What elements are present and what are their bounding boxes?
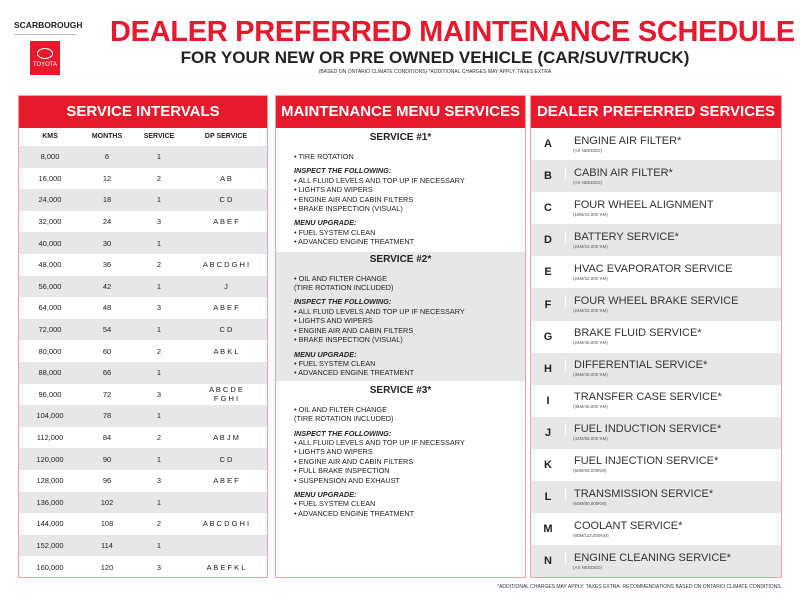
table-cell: A B E F (213, 217, 239, 227)
service-letter: I (546, 394, 550, 407)
service-text (565, 167, 673, 186)
service-text (565, 231, 679, 250)
dp-service-row (531, 545, 781, 577)
table-cell: 2 (156, 346, 162, 356)
dp-service-row (531, 256, 781, 288)
upgrade-item: • ADVANCED ENGINE TREATMENT (294, 237, 415, 247)
table-row (19, 362, 267, 384)
table-cell: 1 (156, 325, 162, 335)
inspect-label: INSPECT THE FOLLOWING: (294, 428, 392, 438)
dp-service-row (531, 160, 781, 192)
maintenance-menu-panel (275, 95, 526, 578)
services-list (276, 130, 525, 521)
service-interval: (36M/48,000 KM) (573, 372, 608, 378)
table-cell: 1 (156, 540, 162, 550)
service-name: DIFFERENTIAL SERVICE* (565, 359, 707, 372)
table-cell: A B C D E F G H I (209, 385, 243, 404)
service-letter: M (543, 523, 553, 536)
table-cell: 24,000 (38, 195, 62, 205)
dp-service-row (531, 449, 781, 481)
table-cell: 84 (102, 433, 112, 443)
service-interval: (24M/32,000 KM) (573, 308, 608, 314)
page-subtitle: FOR YOUR NEW OR PRE OWNED VEHICLE (CAR/SUV/TRUCK) (180, 48, 690, 67)
table-cell: 24 (102, 217, 112, 227)
table-cell: 80,000 (38, 346, 62, 356)
service-text (565, 263, 733, 282)
service-section (294, 383, 525, 521)
panel-title: DEALER PREFERRED SERVICES (531, 96, 781, 128)
table-row (19, 146, 267, 168)
table-cell: 120,000 (36, 454, 64, 464)
inspect-item: • BRAKE INSPECTION (VISUAL) (294, 335, 403, 345)
service-section (276, 252, 525, 381)
service-text (565, 359, 707, 378)
service-interval: (AS NEEDED) (573, 564, 603, 570)
service-name: TRANSFER CASE SERVICE* (565, 391, 722, 404)
table-cell: 64,000 (38, 303, 62, 313)
service-name: FUEL INJECTION SERVICE* (565, 455, 718, 468)
service-letter: D (544, 234, 552, 247)
table-cell: A B C D G H I (202, 519, 250, 529)
upgrade-item: • ADVANCED ENGINE TREATMENT (294, 368, 415, 378)
table-row (19, 168, 267, 190)
dp-service-row (531, 481, 781, 513)
inspect-item: • ALL FLUID LEVELS AND TOP UP IF NECESSARY (294, 175, 465, 185)
table-row (19, 384, 267, 406)
table-cell: 1 (156, 497, 162, 507)
service-name: ENGINE CLEANING SERVICE* (565, 552, 731, 565)
table-cell: C D (219, 454, 233, 464)
table-cell: 108 (100, 519, 114, 529)
panel-title: SERVICE INTERVALS (19, 96, 267, 128)
dp-service-row (531, 224, 781, 256)
table-cell: 3 (156, 303, 162, 313)
column-header: MONTHS (91, 133, 123, 140)
service-text (565, 327, 702, 346)
table-cell: 128,000 (36, 476, 64, 486)
footer-note: *ADDITIONAL CHARGES MAY APPLY. TAXES EXTRA. RECOMMENDATIONS BASED ON ONTARIO CLIMATE CONDITIONS. (497, 584, 782, 590)
table-row (19, 513, 267, 535)
table-row (19, 340, 267, 362)
service-text (565, 423, 721, 442)
table-cell: 136,000 (36, 497, 64, 507)
table-cell: 60 (102, 346, 112, 356)
column-header: DP SERVICE (204, 133, 248, 140)
service-letter: A (544, 138, 552, 151)
service-interval: (AS NEEDED) (573, 179, 603, 185)
inspect-item: • LIGHTS AND WIPERS (294, 447, 373, 457)
service-letter: B (544, 170, 552, 183)
toyota-logo (30, 41, 60, 75)
upgrade-item: • FUEL SYSTEM CLEAN (294, 499, 376, 509)
service-title: SERVICE #1* (369, 132, 432, 143)
inspect-item: • ENGINE AIR AND CABIN FILTERS (294, 325, 414, 335)
service-letter: F (544, 298, 552, 311)
table-row (19, 492, 267, 514)
table-cell: 40,000 (38, 238, 62, 248)
table-cell: 72 (102, 389, 112, 399)
table-cell: 120 (100, 562, 114, 572)
table-cell: J (224, 281, 228, 291)
table-row (19, 448, 267, 470)
header-note: (BASED ON ONTARIO CLIMATE CONDITIONS) *ADDITIONAL CHARGES MAY APPLY, TAXES EXTRA (318, 69, 552, 75)
column-header: SERVICE (143, 133, 175, 140)
service-name: CABIN AIR FILTER* (565, 167, 673, 180)
table-cell: 2 (156, 519, 162, 529)
service-letter: J (544, 426, 552, 439)
dealer-preferred-panel (530, 95, 782, 578)
table-cell: 3 (156, 562, 162, 572)
table-row (19, 276, 267, 298)
dealer-brand (14, 20, 83, 75)
table-cell: A B C D G H I (202, 260, 250, 270)
inspect-label: INSPECT THE FOLLOWING: (294, 166, 392, 176)
table-header (19, 128, 267, 146)
intervals-table (19, 146, 267, 578)
service-letter: N (544, 555, 552, 568)
service-name: BRAKE FLUID SERVICE* (565, 327, 702, 340)
table-cell: 66 (102, 368, 112, 378)
table-cell: 1 (156, 411, 162, 421)
inspect-item: • ALL FLUID LEVELS AND TOP UP IF NECESSARY (294, 437, 465, 447)
table-row (19, 405, 267, 427)
service-text (565, 520, 682, 539)
dp-services-list (531, 128, 781, 577)
table-cell: 30 (102, 238, 112, 248)
page-title: DEALER PREFERRED MAINTENANCE SCHEDULE (110, 16, 795, 48)
dp-service-row (531, 513, 781, 545)
column-header: KMS (42, 133, 58, 140)
service-item: • OIL AND FILTER CHANGE (294, 404, 387, 414)
service-name: BATTERY SERVICE* (565, 231, 679, 244)
panel-title: MAINTENANCE MENU SERVICES (276, 96, 525, 128)
service-text (565, 391, 722, 410)
table-cell: 96,000 (38, 389, 62, 399)
table-cell: 12 (102, 173, 112, 183)
table-row (19, 297, 267, 319)
dp-service-row (531, 385, 781, 417)
table-cell: 2 (156, 173, 162, 183)
table-row (19, 319, 267, 341)
table-cell: 112,000 (36, 433, 64, 443)
service-name: COOLANT SERVICE* (565, 520, 682, 533)
service-title: SERVICE #2* (369, 253, 432, 265)
table-cell: 1 (156, 195, 162, 205)
table-row (19, 535, 267, 557)
table-cell: 32,000 (38, 217, 62, 227)
table-cell: 1 (156, 454, 162, 464)
service-title: SERVICE #3* (369, 384, 432, 396)
service-interval: (18M/24,000 KM) (573, 211, 608, 217)
table-cell: 3 (156, 389, 162, 399)
inspect-item: • ALL FLUID LEVELS AND TOP UP IF NECESSARY (294, 306, 465, 316)
dp-service-row (531, 128, 781, 160)
table-cell: 78 (102, 411, 112, 421)
dp-service-row (531, 321, 781, 353)
table-cell: 54 (102, 325, 112, 335)
service-text (565, 552, 731, 571)
table-cell: 8,000 (40, 152, 60, 162)
table-cell: C D (219, 195, 233, 205)
service-letter: H (544, 362, 552, 375)
table-cell: 144,000 (36, 519, 64, 529)
table-cell: 102 (100, 497, 114, 507)
inspect-item: • SUSPENSION AND EXHAUST (294, 475, 400, 485)
service-letter: G (543, 330, 553, 343)
dp-service-row (531, 353, 781, 385)
inspect-item: • LIGHTS AND WIPERS (294, 316, 373, 326)
logo-text: TOYOTA (32, 61, 58, 68)
service-text (565, 199, 714, 218)
service-letter: E (544, 266, 552, 279)
table-cell: 18 (102, 195, 112, 205)
table-row (19, 211, 267, 233)
service-text (565, 295, 738, 314)
table-cell: 1 (156, 368, 162, 378)
service-text (565, 455, 718, 474)
table-cell: 56,000 (38, 281, 62, 291)
dp-service-row (531, 288, 781, 320)
upgrade-label: MENU UPGRADE: (294, 218, 357, 228)
table-cell: 72,000 (38, 325, 62, 335)
table-cell: 88,000 (38, 368, 62, 378)
service-letter: K (544, 458, 552, 471)
upgrade-item: • ADVANCED ENGINE TREATMENT (294, 508, 415, 518)
dp-service-row (531, 417, 781, 449)
table-cell: 3 (156, 476, 162, 486)
table-cell: A B E F K L (206, 562, 246, 572)
service-name: FUEL INDUCTION SERVICE* (565, 423, 721, 436)
service-text (565, 135, 681, 154)
service-interval: (42M/56,000 KM) (573, 436, 608, 442)
inspect-item: • LIGHTS AND WIPERS (294, 185, 373, 195)
service-text (565, 488, 713, 507)
table-cell: 114 (101, 540, 113, 550)
table-cell: 1 (156, 238, 162, 248)
table-cell: C D (219, 325, 233, 335)
service-interval: (AS NEEDED) (573, 147, 603, 153)
table-cell: 48,000 (38, 260, 62, 270)
service-name: FOUR WHEEL BRAKE SERVICE (565, 295, 738, 308)
service-interval: (24M/24,000 KM) (573, 243, 608, 249)
table-cell: A B E F (213, 476, 239, 486)
inspect-item: • ENGINE AIR AND CABIN FILTERS (294, 194, 414, 204)
service-item: (TIRE ROTATION INCLUDED) (294, 414, 394, 424)
table-row (19, 470, 267, 492)
table-cell: 36 (102, 260, 112, 270)
service-item: (TIRE ROTATION INCLUDED) (294, 283, 394, 293)
toyota-emblem-icon (37, 48, 53, 59)
table-row (19, 254, 267, 276)
table-cell: 6 (104, 152, 110, 162)
table-cell: 16,000 (38, 173, 62, 183)
table-cell: 2 (156, 433, 162, 443)
table-cell: 42 (102, 281, 112, 291)
service-interval: (36M/48,000 KM) (573, 404, 608, 410)
table-cell: A B (220, 173, 232, 183)
inspect-item: • ENGINE AIR AND CABIN FILTERS (294, 456, 414, 466)
table-cell: A B J M (213, 433, 239, 443)
upgrade-label: MENU UPGRADE: (294, 349, 357, 359)
service-item: • OIL AND FILTER CHANGE (294, 273, 387, 283)
table-cell: 90 (102, 454, 112, 464)
service-letter: L (544, 491, 552, 504)
upgrade-label: MENU UPGRADE: (294, 489, 357, 499)
upgrade-item: • FUEL SYSTEM CLEAN (294, 227, 376, 237)
service-name: HVAC EVAPORATOR SERVICE (565, 263, 733, 276)
dealer-name: SCARBOROUGH (14, 20, 76, 35)
service-section (294, 130, 525, 250)
table-row (19, 556, 267, 578)
service-intervals-panel (18, 95, 268, 578)
dp-service-row (531, 192, 781, 224)
service-name: TRANSMISSION SERVICE* (565, 488, 713, 501)
table-row (19, 427, 267, 449)
table-cell: 48 (102, 303, 112, 313)
service-interval: (24M/32,000 KM) (573, 275, 608, 281)
table-row (19, 232, 267, 254)
service-letter: C (544, 202, 552, 215)
table-cell: 2 (156, 260, 162, 270)
service-item: • TIRE ROTATION (294, 152, 354, 161)
table-cell: 152,000 (36, 540, 64, 550)
table-cell: 1 (156, 281, 162, 291)
table-cell: A B E F (213, 303, 239, 313)
table-row (19, 189, 267, 211)
service-interval: (60M/80,000KM) (573, 500, 607, 506)
service-name: ENGINE AIR FILTER* (565, 135, 681, 148)
table-cell: 96 (102, 476, 112, 486)
table-cell: 160,000 (36, 562, 64, 572)
table-cell: 104,000 (36, 411, 64, 421)
service-interval: (60M/80,000KM) (573, 468, 607, 474)
inspect-label: INSPECT THE FOLLOWING: (294, 297, 392, 307)
table-cell: A B K L (213, 346, 239, 356)
service-name: FOUR WHEEL ALIGNMENT (565, 199, 714, 212)
inspect-item: • BRAKE INSPECTION (VISUAL) (294, 204, 403, 214)
service-interval: (60M/112,000KM) (573, 532, 609, 538)
inspect-item: • FULL BRAKE INSPECTION (294, 466, 390, 476)
service-interval: (24M/48,000 KM) (573, 340, 608, 346)
table-cell: 1 (156, 152, 162, 162)
upgrade-item: • FUEL SYSTEM CLEAN (294, 358, 376, 368)
table-cell: 3 (156, 217, 162, 227)
